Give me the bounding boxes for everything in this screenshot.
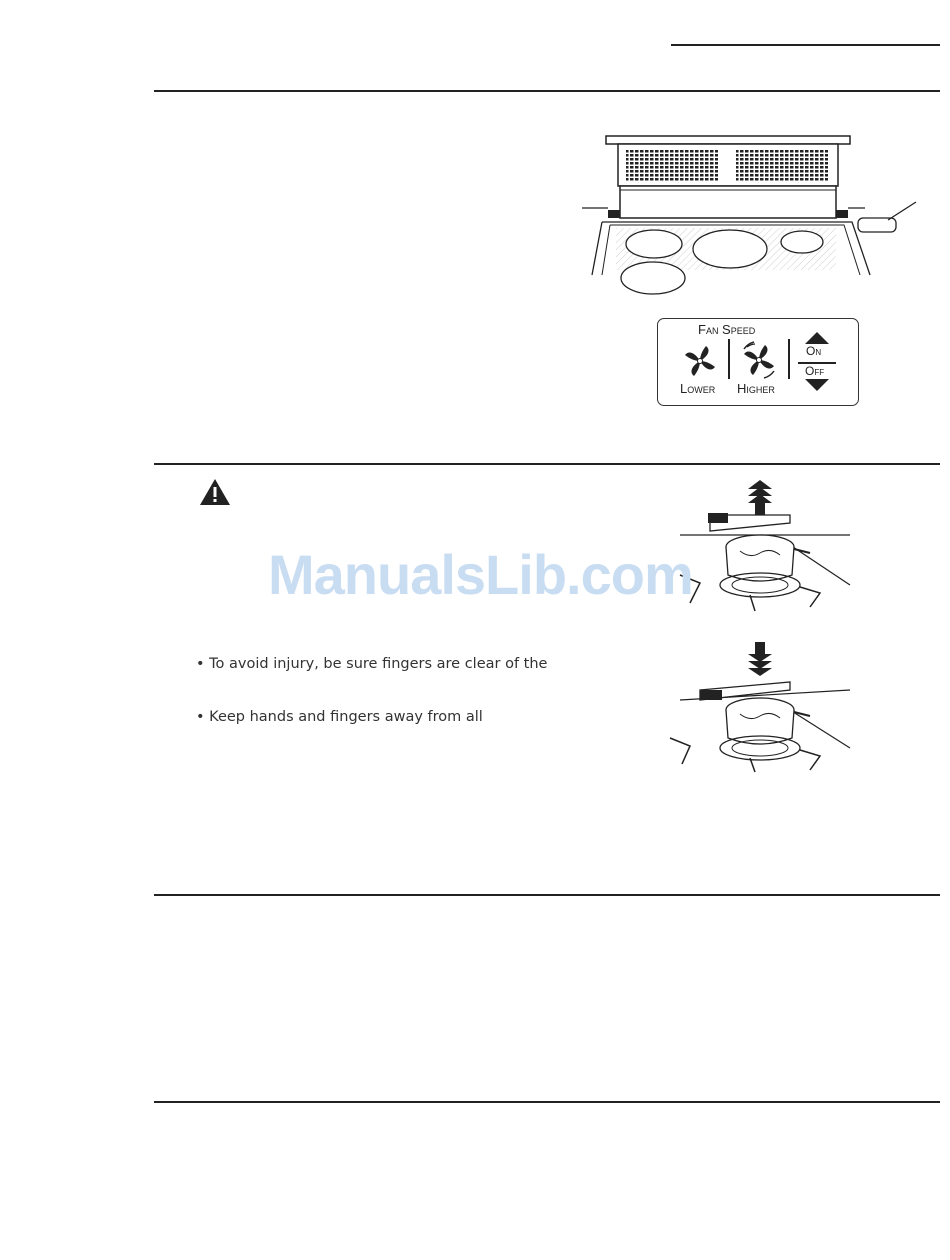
section-rule-2 — [154, 463, 940, 465]
divider-1 — [728, 339, 730, 379]
off-label: Off — [805, 364, 825, 378]
fan-low-icon — [680, 341, 720, 381]
fan-speed-control-panel — [657, 318, 859, 406]
downdraft-vent-cooktop-illustration — [580, 130, 920, 300]
vent-lowering-pot-illustration — [660, 640, 860, 775]
lower-label: Lower — [680, 381, 716, 396]
watermark: ManualsLib.com — [268, 543, 693, 606]
warning-bullet-1: • To avoid injury, be sure fingers are clear of the — [196, 656, 548, 672]
warning-bullet-2: • Keep hands and fingers away from all — [196, 709, 483, 725]
arrow-up-icon — [805, 332, 829, 344]
warning-triangle-icon — [199, 477, 231, 507]
section-rule-1 — [154, 90, 940, 92]
on-label: On — [806, 344, 822, 358]
divider-2 — [788, 339, 790, 379]
fan-high-icon — [738, 339, 780, 381]
arrow-down-icon — [805, 379, 829, 391]
fan-speed-label: Fan Speed — [698, 322, 756, 337]
header-rule-short — [671, 44, 940, 46]
section-rule-3 — [154, 894, 940, 896]
higher-label: Higher — [737, 381, 775, 396]
section-rule-4 — [154, 1101, 940, 1103]
